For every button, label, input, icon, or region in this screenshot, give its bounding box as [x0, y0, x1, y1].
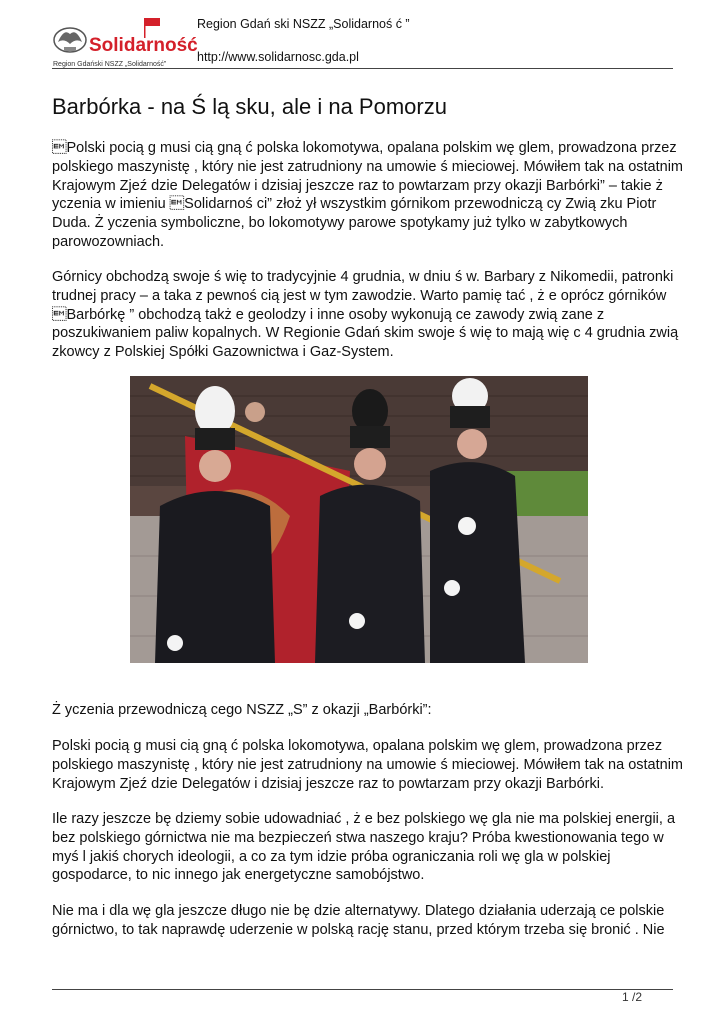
miners-parade-photo [130, 376, 588, 663]
footer-divider [52, 989, 673, 990]
article-title: Barbórka - na Ś lą sku, ale i na Pomorzu [52, 94, 447, 119]
svg-text:Region Gdański NSZZ „Solidarno: Region Gdański NSZZ „Solidarność” [53, 61, 167, 68]
svg-text:Solidarność: Solidarność [89, 35, 198, 56]
solidarnosc-logo[interactable] [52, 14, 198, 68]
site-title: Region Gdań ski NSZZ „Solidarnoś ć ” [197, 17, 410, 31]
article-paragraph: Polski pocią g musi cią gną ć polska lokomotywa, opalana polskim wę glem, prowadzona przez polskiego maszynistę , który nie jest zatrudniony na umowie ś mieciowej. Mówiłem tak na ostatnim Krajowym Zjeź dzie Delegatów i dzisiaj jeszcze raz to powtarzam przy okazji Barbórki. [52, 738, 684, 792]
eagle-emblem-icon [54, 28, 86, 52]
article-paragraph: Nie ma i dla wę gla jeszcze długo nie bę dzie alternatywy. Dlatego działania uderzają ce polskie górnictwo, to tak naprawdę uderzenie w polską rację stanu, przed którym trzeba się bronić . Nie [52, 903, 665, 938]
page-header [52, 12, 673, 68]
page-number: 1 /2 [622, 990, 643, 1004]
article-paragraph: Polski pocią g musi cią gną ć polska lokomotywa, opalana polskim wę glem, prowadzona przez polskiego maszynistę , który nie jest zatrudniony na umowie ś mieciowej. Mówiłem tak na ostatnim Krajowym Zjeź dzie Delegatów i dzisiaj jeszcze raz to powtarzam przy okazji Barbórki” – takie ż yczenia w imieniu Solidarnoś ci” złoż ył wszystkim górnikom przewodniczą cy Zwią zku Piotr Duda. Ż yczenia symboliczne, bo lokomotywy parowe spotykamy już tylko w zabytkowych parowozowniach. [52, 140, 684, 250]
site-url-link[interactable]: http://www.solidarnosc.gda.pl [197, 50, 359, 64]
header-divider [52, 68, 673, 69]
article-paragraph: Ż yczenia przewodniczą cego NSZZ „S” z okazji „Barbórki”: [52, 702, 432, 718]
article-paragraph: Ile razy jeszcze bę dziemy sobie udowadniać , ż e bez polskiego wę gla nie ma polskiej energii, a bez polskiego górnictwa nie ma bezpieczeń stwa naszego kraju? Próba kwestionowania tego w myś l jakiś chorych ideologii, a co za tym idzie próba ograniczania roli wę gla w polskiej gospodarce, to nic innego jak energetyczne samobójstwo. [52, 811, 676, 884]
article-paragraph: Górnicy obchodzą swoje ś wię to tradycyjnie 4 grudnia, w dniu ś w. Barbary z Nikomedii, patronki trudnej pracy – a taka z pewnoś cią jest w tym zawodzie. Warto pamię tać , ż e oprócz górników Barbórkę ” obchodzą takż e geolodzy i inne osoby wykonują ce zawody zwią zane z poszukiwaniem paliw kopalnych. W Regionie Gdań skim swoje ś wię to mają wię c 4 grudnia zwią zkowcy z Polskiej Spółki Gazownictwa i Gaz-System. [52, 269, 679, 361]
